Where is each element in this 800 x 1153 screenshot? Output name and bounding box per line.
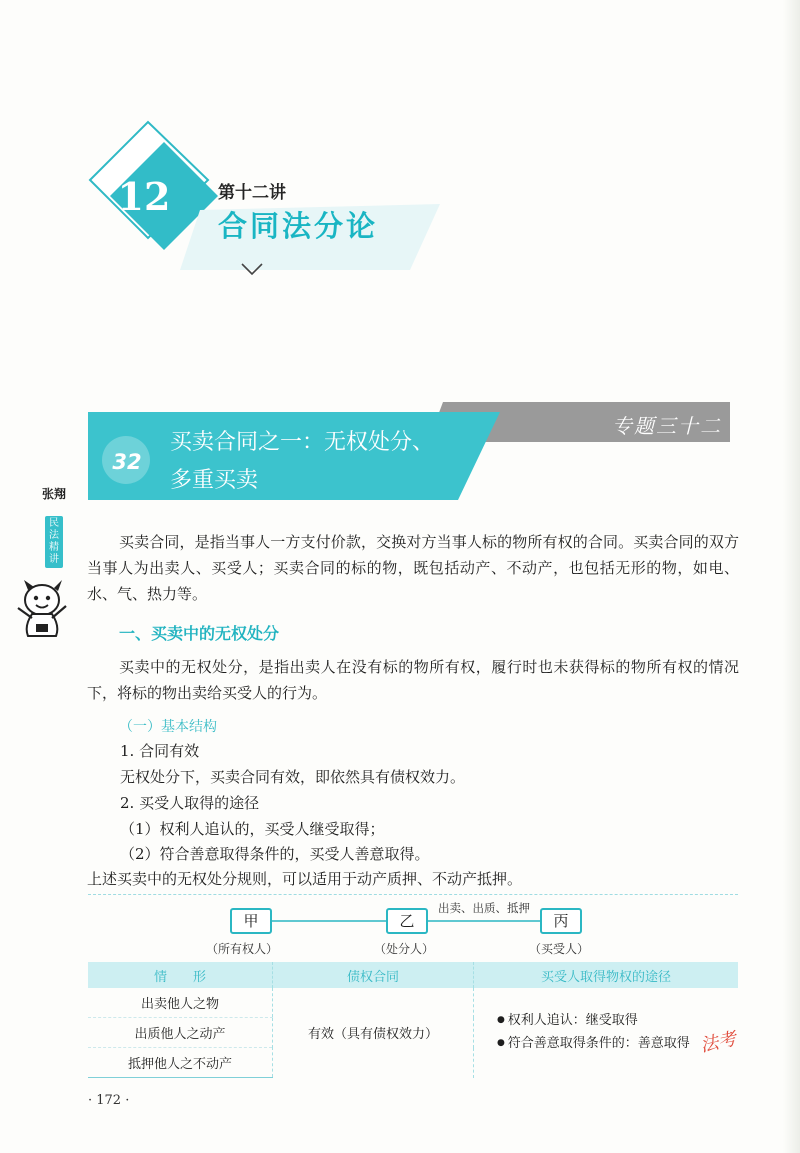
side-author-name: 张翔 — [42, 487, 67, 501]
transaction-label: 出卖、出质、抵押 — [438, 901, 530, 915]
table-header-situation: 情 形 — [88, 962, 273, 988]
list-item: ● 权利人追认：继受取得 — [497, 1010, 737, 1033]
role-label-disposer: （处分人） — [374, 942, 435, 956]
table-row — [88, 988, 738, 1018]
page-number: · 172 · — [88, 1093, 130, 1108]
chapter-title: 合同法分论 — [218, 209, 379, 243]
chevron-down-icon — [240, 262, 264, 276]
definition-paragraph: 买卖中的无权处分，是指出卖人在没有标的物所有权，履行时也未获得标的物所有权的情况下，将标的物出卖给买受人的行为。 — [87, 658, 739, 702]
red-stamp-mark: 法考 — [698, 1028, 739, 1057]
table-cell-situation: 出质他人之动产 — [88, 1018, 273, 1048]
section-heading: 一、买卖中的无权处分 — [119, 624, 280, 643]
mascot-cartoon-icon — [14, 578, 72, 640]
table-cell-contract-effect: 有效（具有债权效力） — [273, 988, 474, 1078]
point-text: （1）权利人追认的，买受人继受取得； — [120, 820, 385, 838]
topic-title: 买卖合同之一：无权处分、 — [170, 430, 435, 455]
table-header-contract: 债权合同 — [273, 962, 474, 988]
role-label-owner: （所有权人） — [206, 942, 279, 956]
disposition-table — [88, 962, 738, 1078]
diagram-divider — [88, 894, 738, 895]
topic-label: 专题三十二 — [612, 414, 722, 438]
table-header-acquisition: 买受人取得物权的途径 — [474, 962, 739, 988]
party-disposer: 乙 — [386, 908, 428, 934]
role-label-buyer: （买受人） — [529, 942, 590, 956]
topic-number: 32 — [112, 450, 142, 474]
table-cell-situation: 抵押他人之不动产 — [88, 1048, 273, 1078]
side-series-badge: 民法精讲 — [45, 516, 63, 568]
point-heading: 1. 合同有效 — [120, 742, 200, 760]
topic-title-continued: 多重买卖 — [170, 468, 259, 493]
party-buyer: 丙 — [540, 908, 582, 934]
point-text: 无权处分下，买卖合同有效，即依然具有债权效力。 — [120, 768, 466, 786]
party-owner: 甲 — [230, 908, 272, 934]
intro-paragraph: 买卖合同，是指当事人一方支付价款，交换对方当事人标的物所有权的合同。买卖合同的双方当事人为出卖人、买受人；买卖合同的标的物，既包括动产、不动产，也包括无形的物，如电、水、气、热力等。 — [87, 533, 739, 603]
point-heading: 2. 买受人取得的途径 — [120, 794, 260, 812]
list-item: ● 符合善意取得条件的：善意取得 — [497, 1033, 737, 1056]
page-edge-shadow — [783, 0, 800, 1153]
chapter-number: 12 — [117, 174, 171, 219]
chapter-subtitle: 第十二讲 — [218, 183, 286, 203]
subsection-heading: （一）基本结构 — [119, 719, 217, 735]
summary-text: 上述买卖中的无权处分规则，可以适用于动产质押、不动产抵押。 — [87, 870, 523, 888]
point-text: （2）符合善意取得条件的，买受人善意取得。 — [120, 845, 430, 863]
table-cell-situation: 出卖他人之物 — [88, 988, 273, 1018]
